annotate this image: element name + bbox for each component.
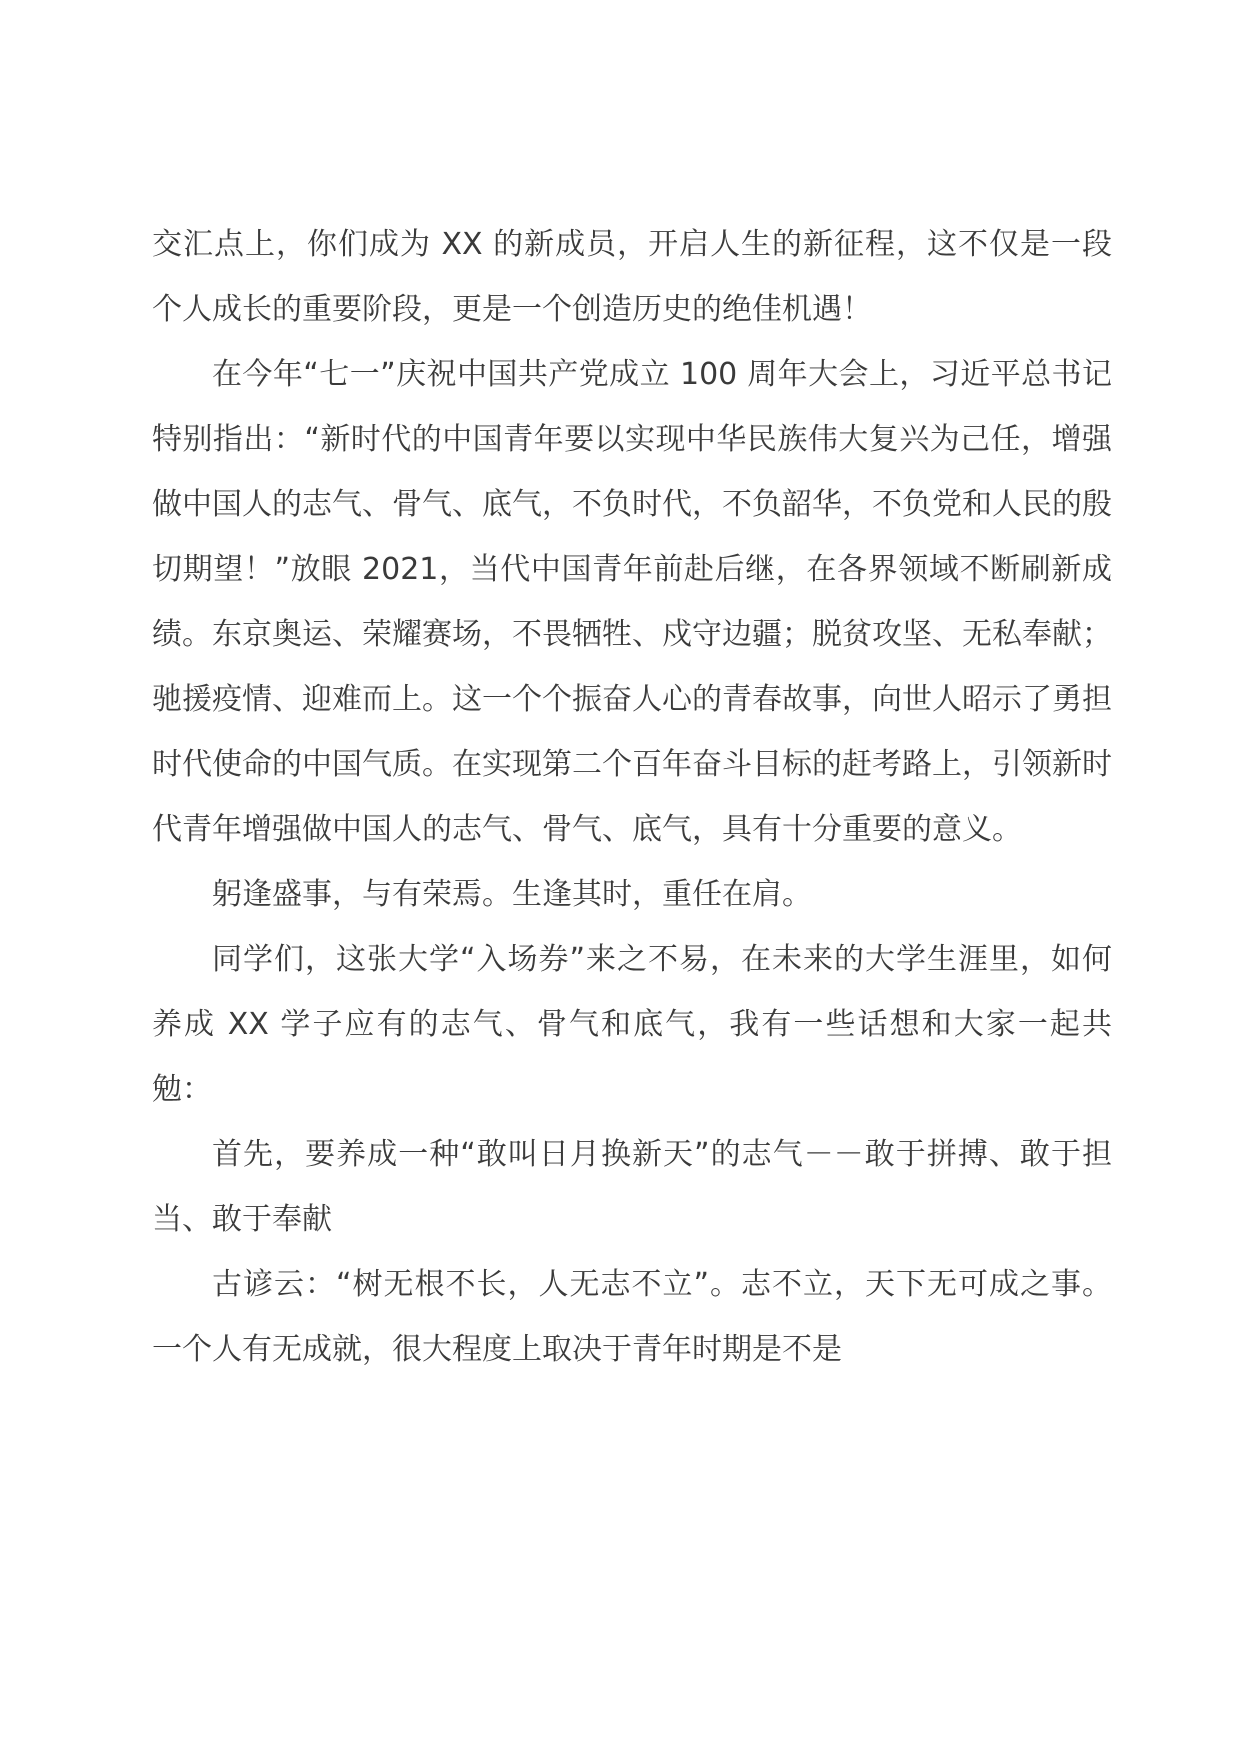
document-body xyxy=(152,212,1112,1382)
paragraph-3: 躬逢盛事，与有荣焉。生逢其时，重任在肩。 xyxy=(212,877,812,912)
paragraph-5: 首先，要养成一种“敢叫日月换新天”的志气－－敢于拼搏、敢于担当、敢于奉献 xyxy=(152,1137,1112,1237)
paragraph-2: 在今年“七一”庆祝中国共产党成立 100 周年大会上，习近平总书记特别指出：“新时代的中国青年要以实现中华民族伟大复兴为己任，增强做中国人的志气、骨气、底气，不负时代，不负韶华，不负党和人民的殷切期望！”放眼 2021，当代中国青年前赴后继，在各界领域不断刷新成绩。东京奥运、荣耀赛场，不畏牺牲、戍守边疆；脱贫攻坚、无私奉献；驰援疫情、迎难而上。这一个个振奋人心的青春故事，向世人昭示了勇担时代使命的中国气质。在实现第二个百年奋斗目标的赶考路上，引领新时代青年增强做中国人的志气、骨气、底气，具有十分重要的意义。 xyxy=(152,357,1112,847)
paragraph-1: 交汇点上，你们成为 XX 的新成员，开启人生的新征程，这不仅是一段个人成长的重要阶段，更是一个创造历史的绝佳机遇！ xyxy=(152,227,1112,327)
paragraph-6: 古谚云：“树无根不长，人无志不立”。志不立，天下无可成之事。一个人有无成就，很大程度上取决于青年时期是不是 xyxy=(152,1267,1112,1367)
paragraph-4: 同学们，这张大学“入场券”来之不易，在未来的大学生涯里，如何养成 XX 学子应有的志气、骨气和底气，我有一些话想和大家一起共勉： xyxy=(152,942,1112,1107)
